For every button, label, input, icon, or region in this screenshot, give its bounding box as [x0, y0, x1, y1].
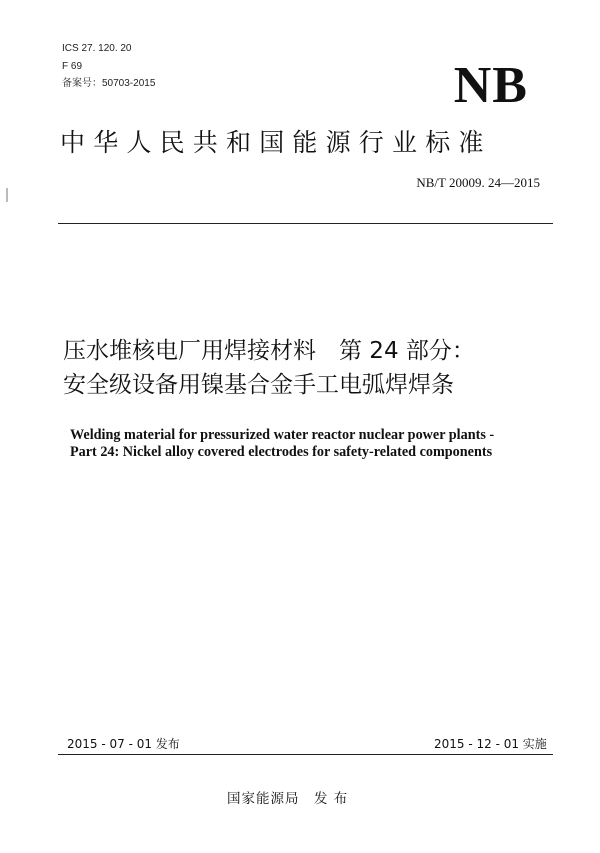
standard-category-title: 中华人民共和国能源行业标准: [60, 128, 492, 157]
bottom-divider: [58, 754, 553, 755]
record-number: 备案号：50703-2015: [62, 78, 156, 89]
english-title-line-2: Part 24: Nickel alloy covered electrodes for safety-related components: [70, 444, 493, 460]
issue-date: 2015 - 07 - 01 发布: [67, 737, 180, 751]
chinese-title-line-2: 安全级设备用镍基合金手工电弧焊焊条: [63, 372, 454, 398]
top-divider: [58, 223, 553, 224]
implementation-date: 2015 - 12 - 01 实施: [434, 737, 547, 751]
english-title-line-1: Welding material for pressurized water reactor nuclear power plants -: [70, 427, 495, 443]
ccs-code: F 69: [62, 61, 83, 72]
nb-logo: NB: [453, 57, 528, 114]
issuer: 国家能源局 发 布: [227, 791, 349, 807]
ics-code: ICS 27. 120. 20: [62, 43, 132, 54]
scan-mark: [6, 188, 8, 202]
chinese-title-line-1: 压水堆核电厂用焊接材料 第 24 部分：: [63, 338, 475, 364]
standard-number: NB/T 20009. 24—2015: [416, 175, 540, 190]
